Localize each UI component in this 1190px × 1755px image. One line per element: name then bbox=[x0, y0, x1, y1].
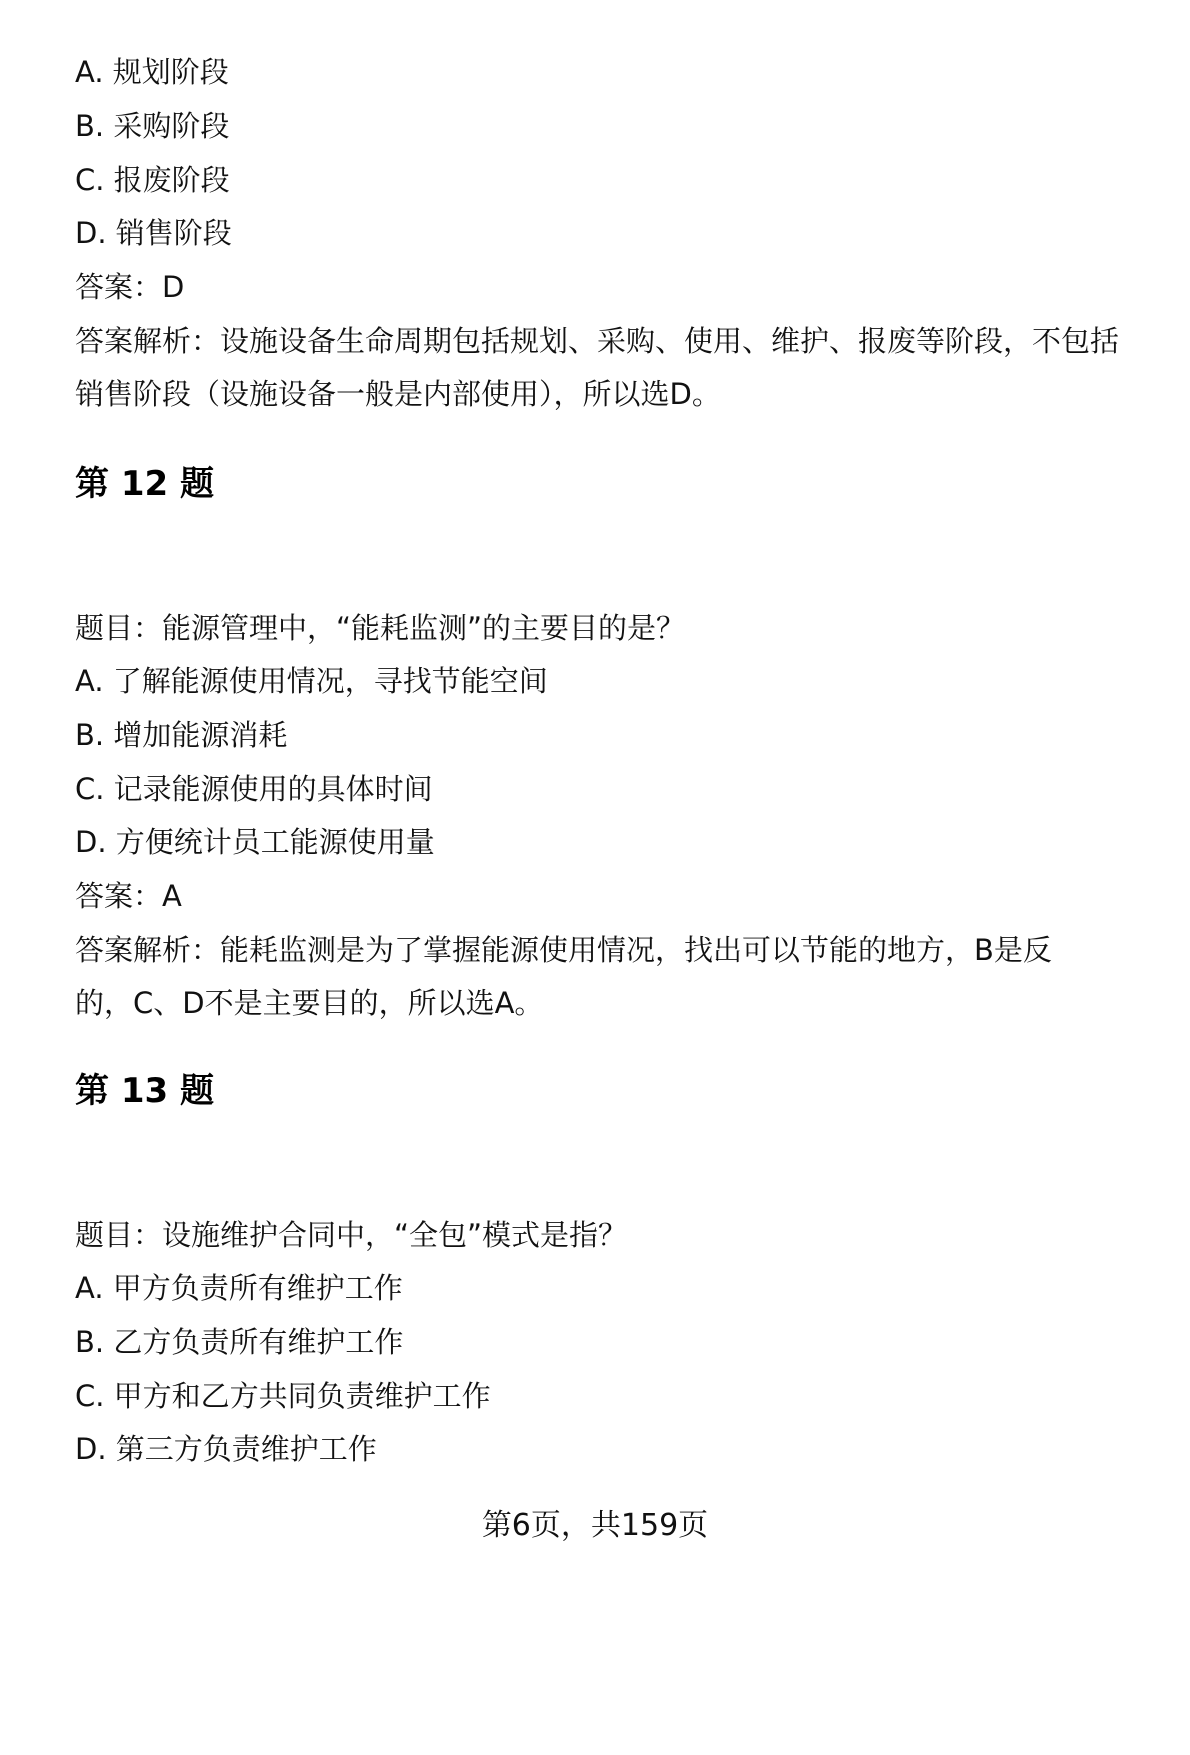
option-c: C. 报废阶段 bbox=[75, 163, 230, 197]
answer-analysis: 答案解析：设施设备生命周期包括规划、采购、使用、维护、报废等阶段，不包括 bbox=[75, 324, 1120, 358]
option-a: A. 规划阶段 bbox=[75, 55, 229, 89]
question-text: 题目：能源管理中，“能耗监测”的主要目的是？ bbox=[75, 611, 686, 645]
option-a: A. 了解能源使用情况，寻找节能空间 bbox=[75, 664, 548, 698]
option-d: D. 销售阶段 bbox=[75, 216, 232, 250]
answer-analysis-continued: 销售阶段（设施设备一般是内部使用），所以选D。 bbox=[75, 377, 721, 411]
option-b: B. 采购阶段 bbox=[75, 109, 230, 143]
option-d: D. 方便统计员工能源使用量 bbox=[75, 825, 435, 859]
answer-analysis: 答案解析：能耗监测是为了掌握能源使用情况，找出可以节能的地方，B是反 bbox=[75, 933, 1052, 967]
option-c: C. 记录能源使用的具体时间 bbox=[75, 772, 433, 806]
option-c: C. 甲方和乙方共同负责维护工作 bbox=[75, 1379, 491, 1413]
question-heading: 第 13 题 bbox=[75, 1071, 214, 1111]
page-number-footer: 第6页，共159页 bbox=[481, 1508, 709, 1543]
answer: 答案：A bbox=[75, 879, 182, 913]
option-d: D. 第三方负责维护工作 bbox=[75, 1432, 377, 1466]
question-heading: 第 12 题 bbox=[75, 464, 214, 504]
answer-analysis-continued: 的，C、D不是主要目的，所以选A。 bbox=[75, 986, 544, 1020]
option-a: A. 甲方负责所有维护工作 bbox=[75, 1271, 403, 1305]
answer: 答案：D bbox=[75, 270, 185, 304]
question-text: 题目：设施维护合同中，“全包”模式是指？ bbox=[75, 1218, 628, 1252]
option-b: B. 乙方负责所有维护工作 bbox=[75, 1325, 404, 1359]
option-b: B. 增加能源消耗 bbox=[75, 718, 288, 752]
